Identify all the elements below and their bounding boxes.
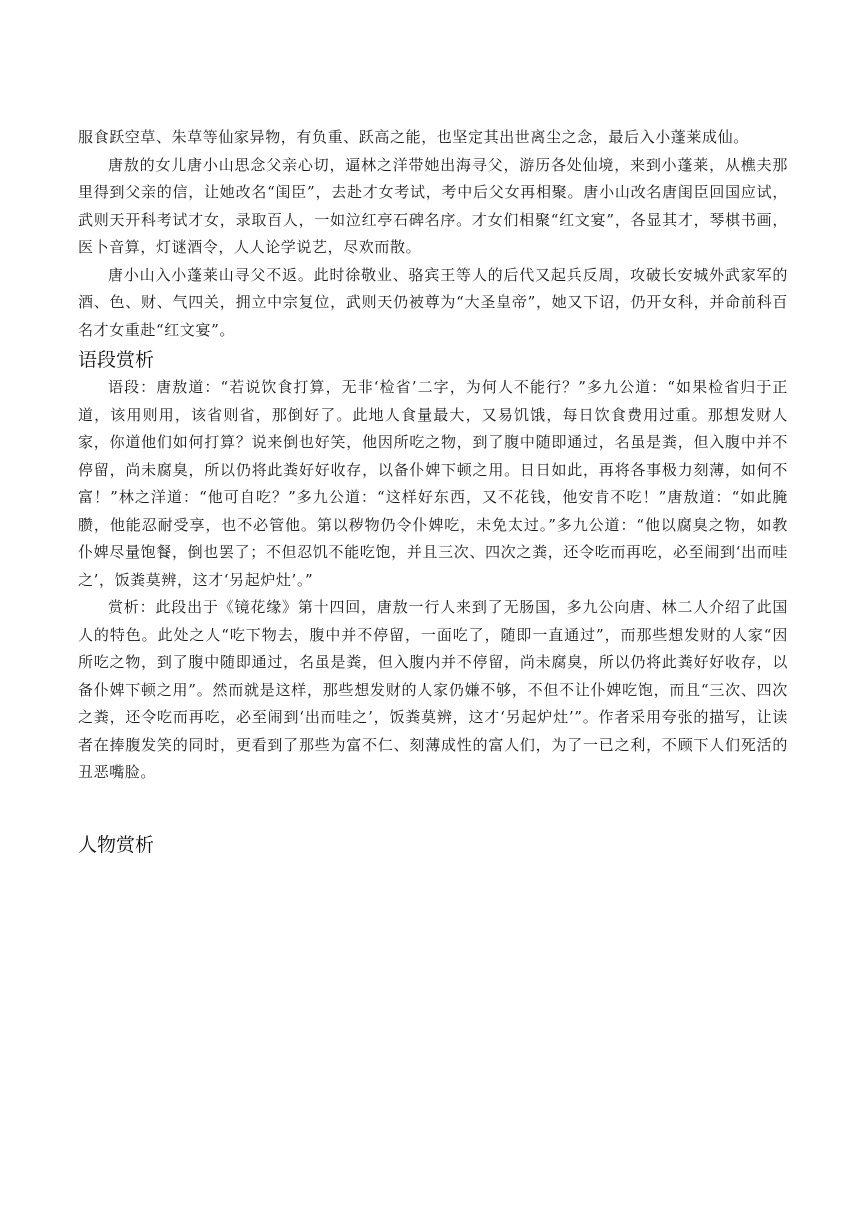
section-heading-renwu: 人物赏析 (78, 833, 155, 856)
intro-paragraph-1: 服食跃空草、朱草等仙家异物，有负重、跃高之能，也坚定其出世离尘之念，最后入小蓬莱成仙。 (78, 128, 749, 146)
passage-paragraph: 语段：唐敖道：“若说饮食打算，无非‘检省’二字，为何人不能行？”多九公道：“如果检省归于正道，该用则用，该省则省，那倒好了。此地人食量最大，又易饥饿，每日饮食费用过重。那想发财人家，你道他们如何打算？说来倒也好笑，他因所吃之物，到了腹中随即通过，名虽是粪，但入腹中并不停留，尚未腐臭，所以仍将此粪好好收存，以备仆婢下顿之用。日日如此，再将各事极力刻薄，如何不富！”林之洋道：“他可自吃？”多九公道：“这样好东西，又不花钱，他安肯不吃！”唐敖道：“如此腌臜，他能忍耐受享，也不必管他。第以秽物仍令仆婢吃，未免太过。”多九公道：“他以腐臭之物，如教仆婢尽量饱餐，倒也罢了；不但忍饥不能吃饱，并且三次、四次之粪，还令吃而再吃，必至闹到‘出而哇之’，饭粪莫辨，这才‘另起炉灶’。” (78, 378, 788, 589)
section-heading-yuduan: 语段赏析 (78, 349, 155, 371)
analysis-paragraph: 赏析：此段出于《镜花缘》第十四回，唐敖一行人来到了无肠国，多九公向唐、林二人介绍了此国人的特色。此处之人“吃下物去，腹中并不停留，一面吃了，随即一直通过”，而那些想发财的人家“因所吃之物，到了腹中随即通过，名虽是粪，但入腹内并不停留，尚未腐臭，所以仍将此粪好好收存，以备仆婢下顿之用”。然而就是这样，那些想发财的人家仍嫌不够，不但不让仆婢吃饱，而且“三次、四次之粪，还令吃而再吃，必至闹到‘出而哇之’，饭粪莫辨，这才‘另起炉灶’”。作者采用夸张的描写，让读者在捧腹发笑的同时，更看到了那些为富不仁、刻薄成性的富人们，为了一已之利，不顾下人们死活的丑恶嘴脸。 (78, 598, 788, 781)
document-page (78, 124, 788, 859)
intro-paragraph-2: 唐敖的女儿唐小山思念父亲心切，逼林之洋带她出海寻父，游历各处仙境，来到小蓬莱，从樵夫那里得到父亲的信，让她改名“闺臣”，去赴才女考试，考中后父女再相聚。唐小山改名唐闺臣回国应试，武则天开科考试才女，录取百人，一如泣红亭石碑名序。才女们相聚“红文宴”，各显其才，琴棋书画，医卜音算，灯谜酒令，人人论学说艺，尽欢而散。 (78, 155, 788, 256)
intro-paragraph-3: 唐小山入小蓬莱山寻父不返。此时徐敬业、骆宾王等人的后代又起兵反周，攻破长安城外武家军的酒、色、财、气四关，拥立中宗复位，武则天仍被尊为“大圣皇帝”，她又下诏，仍开女科，并命前科百名才女重赴“红文宴”。 (78, 265, 788, 339)
